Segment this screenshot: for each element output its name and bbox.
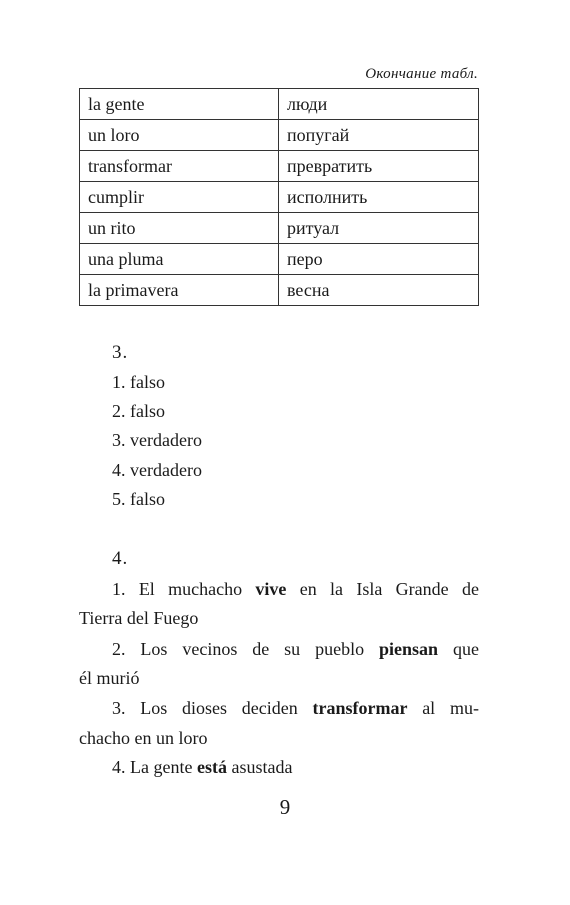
vocabulary-table bbox=[79, 88, 479, 306]
sentence-2 bbox=[112, 640, 479, 658]
list-item: 2. falso bbox=[112, 401, 165, 421]
table-cell-spanish: transformar bbox=[80, 151, 279, 182]
word: mu- bbox=[449, 698, 479, 718]
table-cell-russian: люди bbox=[279, 89, 479, 120]
word: de bbox=[252, 639, 270, 659]
keyword: piensan bbox=[379, 639, 439, 659]
keyword: está bbox=[196, 757, 227, 777]
word: su bbox=[284, 639, 301, 659]
table-cell-russian: перо bbox=[279, 244, 479, 275]
word: Isla bbox=[356, 579, 383, 599]
table-cell-spanish: cumplir bbox=[80, 182, 279, 213]
table-cell-russian: попугай bbox=[279, 120, 479, 151]
word: en bbox=[299, 579, 317, 599]
table-cell-russian: исполнить bbox=[279, 182, 479, 213]
table-row bbox=[80, 244, 479, 275]
word: Los bbox=[140, 639, 168, 659]
keyword: transformar bbox=[312, 698, 408, 718]
table-cell-spanish: un rito bbox=[80, 213, 279, 244]
sentence-2-continuation: él murió bbox=[79, 668, 140, 688]
sentence-4-start: 4. La gente bbox=[112, 757, 197, 777]
table-row bbox=[80, 120, 479, 151]
sentence-1-continuation: Tierra del Fuego bbox=[79, 608, 199, 628]
sentence-4-end: asustada bbox=[226, 757, 293, 777]
list-item: 4. verdadero bbox=[112, 460, 202, 480]
keyword: vive bbox=[255, 579, 287, 599]
list-item: 3. verdadero bbox=[112, 430, 202, 450]
table-row bbox=[80, 182, 479, 213]
table-cell-spanish: la primavera bbox=[80, 275, 279, 306]
sentence-4 bbox=[112, 758, 292, 776]
table-cell-russian: ритуал bbox=[279, 213, 479, 244]
word: El bbox=[138, 579, 155, 599]
sentence-3-continuation: chacho en un loro bbox=[79, 728, 208, 748]
list-item: 5. falso bbox=[112, 489, 165, 509]
word: 1. bbox=[112, 579, 126, 599]
word: dioses bbox=[182, 698, 227, 718]
exercise-3-number: 3. bbox=[112, 342, 129, 363]
page-number: 9 bbox=[279, 795, 291, 819]
table-row bbox=[80, 213, 479, 244]
word: deciden bbox=[241, 698, 298, 718]
word: la bbox=[330, 579, 344, 599]
table-caption: Окончание табл. bbox=[365, 66, 478, 82]
word: 3. bbox=[112, 698, 126, 718]
table-row bbox=[80, 151, 479, 182]
sentence-3 bbox=[112, 699, 479, 717]
table-row bbox=[80, 89, 479, 120]
table-cell-spanish: una pluma bbox=[80, 244, 279, 275]
word: pueblo bbox=[315, 639, 365, 659]
word: de bbox=[461, 579, 479, 599]
word: al bbox=[422, 698, 436, 718]
exercise-4-number: 4. bbox=[112, 548, 129, 569]
table-cell-spanish: la gente bbox=[80, 89, 279, 120]
table-cell-spanish: un loro bbox=[80, 120, 279, 151]
word: que bbox=[452, 639, 479, 659]
list-item: 1. falso bbox=[112, 372, 165, 392]
table-row bbox=[80, 275, 479, 306]
word: Grande bbox=[395, 579, 449, 599]
table-cell-russian: весна bbox=[279, 275, 479, 306]
word: Los bbox=[140, 698, 168, 718]
word: muchacho bbox=[168, 579, 243, 599]
sentence-1 bbox=[112, 580, 479, 598]
word: vecinos bbox=[182, 639, 238, 659]
word: 2. bbox=[112, 639, 126, 659]
table-cell-russian: превратить bbox=[279, 151, 479, 182]
